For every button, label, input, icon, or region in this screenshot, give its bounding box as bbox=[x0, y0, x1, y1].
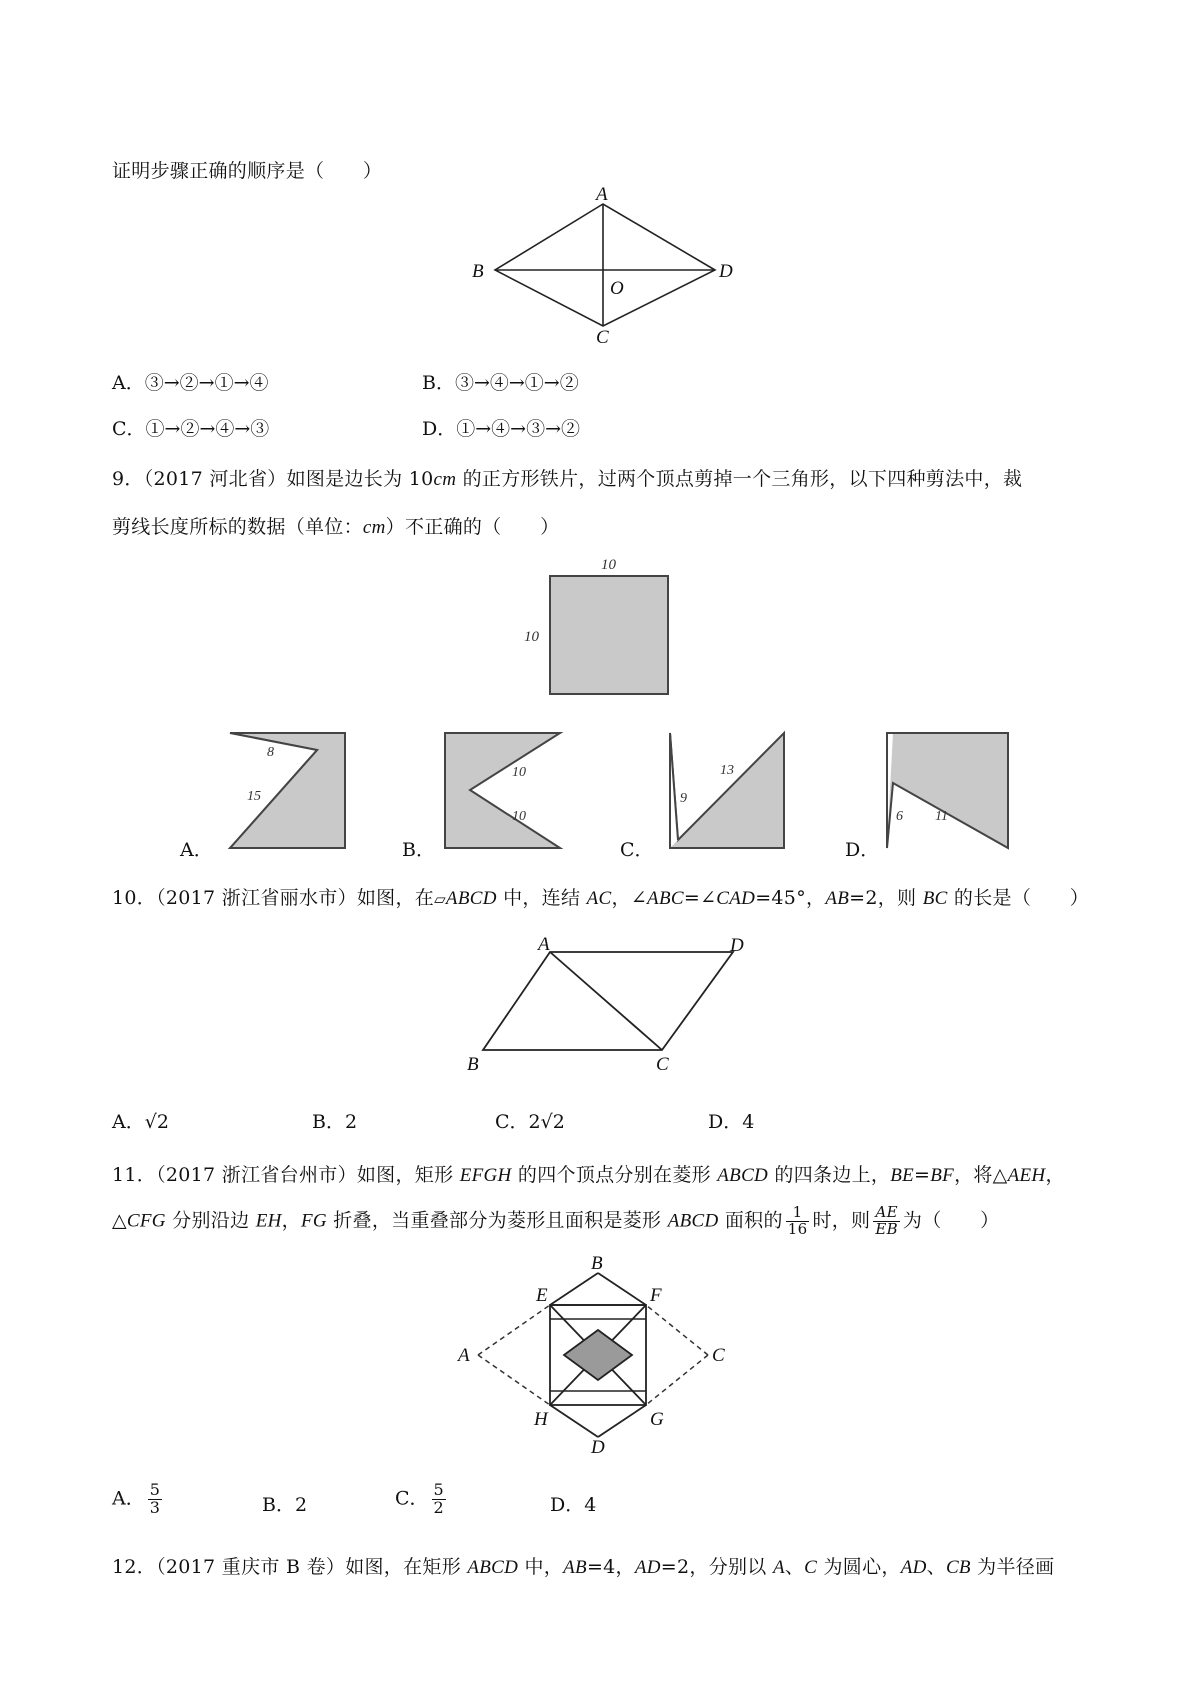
fraction-1-16: $\frac{1}{16}$ bbox=[787, 1203, 808, 1238]
q10-option-b[interactable]: B．2 bbox=[312, 1111, 358, 1133]
label-H: H bbox=[534, 1409, 548, 1430]
q9-figure-c bbox=[660, 728, 790, 854]
label-E: E bbox=[536, 1285, 548, 1306]
fig-b-label-1: 10 bbox=[512, 765, 526, 780]
q11-stem-line2: △CFG 分别沿边 EH，FG 折叠，当重叠部分为菱形且面积是菱形 ABCD 面积的 $\frac{1}{16}$ 时，则 $\frac{AE}{EB}$ 为（ ） bbox=[112, 1203, 1000, 1238]
label-A: A bbox=[538, 934, 550, 955]
label-D: D bbox=[719, 261, 733, 282]
q10-parallelogram-figure bbox=[450, 934, 760, 1075]
label-D: D bbox=[730, 935, 744, 956]
q9-option-d[interactable]: D． bbox=[845, 839, 880, 861]
q11-stem-line1: 11．（2017 浙江省台州市）如图，矩形 EFGH 的四个顶点分别在菱形 ABCD 的四条边上，BE=BF，将△AEH， bbox=[112, 1164, 1065, 1186]
q12-stem: 12．（2017 重庆市 B 卷）如图，在矩形 ABCD 中，AB=4，AD=2，分别以 A、C 为圆心，AD、CB 为半径画 bbox=[112, 1556, 1055, 1578]
label-C: C bbox=[656, 1054, 669, 1075]
q10-option-a[interactable]: A．√2 bbox=[112, 1111, 169, 1133]
q11-rhombus-rectangle-figure bbox=[450, 1253, 750, 1458]
fig-a-label-2: 15 bbox=[247, 789, 261, 804]
q9-stem-line2: 剪线长度所标的数据（单位：cm）不正确的（ ） bbox=[112, 516, 560, 538]
q11-option-c[interactable]: C． $\frac{5}{2}$ bbox=[395, 1480, 444, 1517]
label-B: B bbox=[472, 261, 484, 282]
q9-option-b[interactable]: B． bbox=[402, 839, 435, 861]
label-A: A bbox=[596, 184, 608, 205]
label-B: B bbox=[467, 1054, 479, 1075]
label-D: D bbox=[591, 1437, 605, 1458]
fig-c-label-1: 9 bbox=[680, 791, 687, 806]
q11-option-b[interactable]: B．2 bbox=[262, 1494, 308, 1516]
q8-option-a[interactable]: A．③→②→①→④ bbox=[112, 372, 269, 394]
q8-option-d[interactable]: D．①→④→③→② bbox=[422, 418, 580, 440]
q9-square-figure bbox=[516, 552, 676, 697]
q11-option-a[interactable]: A． $\frac{5}{3}$ bbox=[112, 1480, 160, 1517]
label-B: B bbox=[591, 1253, 603, 1274]
label-F: F bbox=[650, 1285, 662, 1306]
q8-option-b[interactable]: B．③→④→①→② bbox=[422, 372, 579, 394]
fig-d-label-2: 11 bbox=[935, 809, 948, 824]
q9-figure-d bbox=[883, 728, 1013, 854]
fig-c-label-2: 13 bbox=[720, 763, 734, 778]
label-A: A bbox=[458, 1345, 470, 1366]
q9-option-c[interactable]: C． bbox=[620, 839, 654, 861]
q10-option-c[interactable]: C．2√2 bbox=[495, 1111, 565, 1133]
label-C: C bbox=[712, 1345, 725, 1366]
q9-figure-b bbox=[440, 728, 570, 854]
parallelogram-symbol: ▱ bbox=[434, 890, 446, 908]
q8-rhombus-figure bbox=[460, 184, 733, 348]
square-left-label: 10 bbox=[524, 629, 539, 645]
label-C: C bbox=[596, 327, 609, 348]
q8-stem: 证明步骤正确的顺序是（ ） bbox=[112, 160, 383, 182]
q9-stem-line1: 9．（2017 河北省）如图是边长为 10cm 的正方形铁片，过两个顶点剪掉一个三角形，以下四种剪法中，裁 bbox=[112, 468, 1023, 490]
shaded-overlap-rhombus bbox=[564, 1330, 632, 1380]
q9-option-a[interactable]: A． bbox=[180, 839, 213, 861]
fig-b-label-2: 10 bbox=[512, 809, 526, 824]
q8-option-c[interactable]: C．①→②→④→③ bbox=[112, 418, 270, 440]
label-G: G bbox=[650, 1409, 664, 1430]
fig-d-label-1: 6 bbox=[896, 809, 903, 824]
fig-a-label-1: 8 bbox=[267, 745, 274, 760]
square-top-label: 10 bbox=[601, 557, 616, 573]
q10-option-d[interactable]: D．4 bbox=[708, 1111, 755, 1133]
q11-option-d[interactable]: D．4 bbox=[550, 1494, 597, 1516]
q9-figure-a bbox=[225, 728, 355, 854]
q10-stem: 10．（2017 浙江省丽水市）如图，在▱ABCD 中，连结 AC，∠ABC=∠CAD=45°，AB=2，则 BC 的长是（ ） bbox=[112, 887, 1090, 909]
fraction-ae-eb: $\frac{AE}{EB}$ bbox=[875, 1203, 898, 1238]
label-O: O bbox=[610, 278, 624, 299]
